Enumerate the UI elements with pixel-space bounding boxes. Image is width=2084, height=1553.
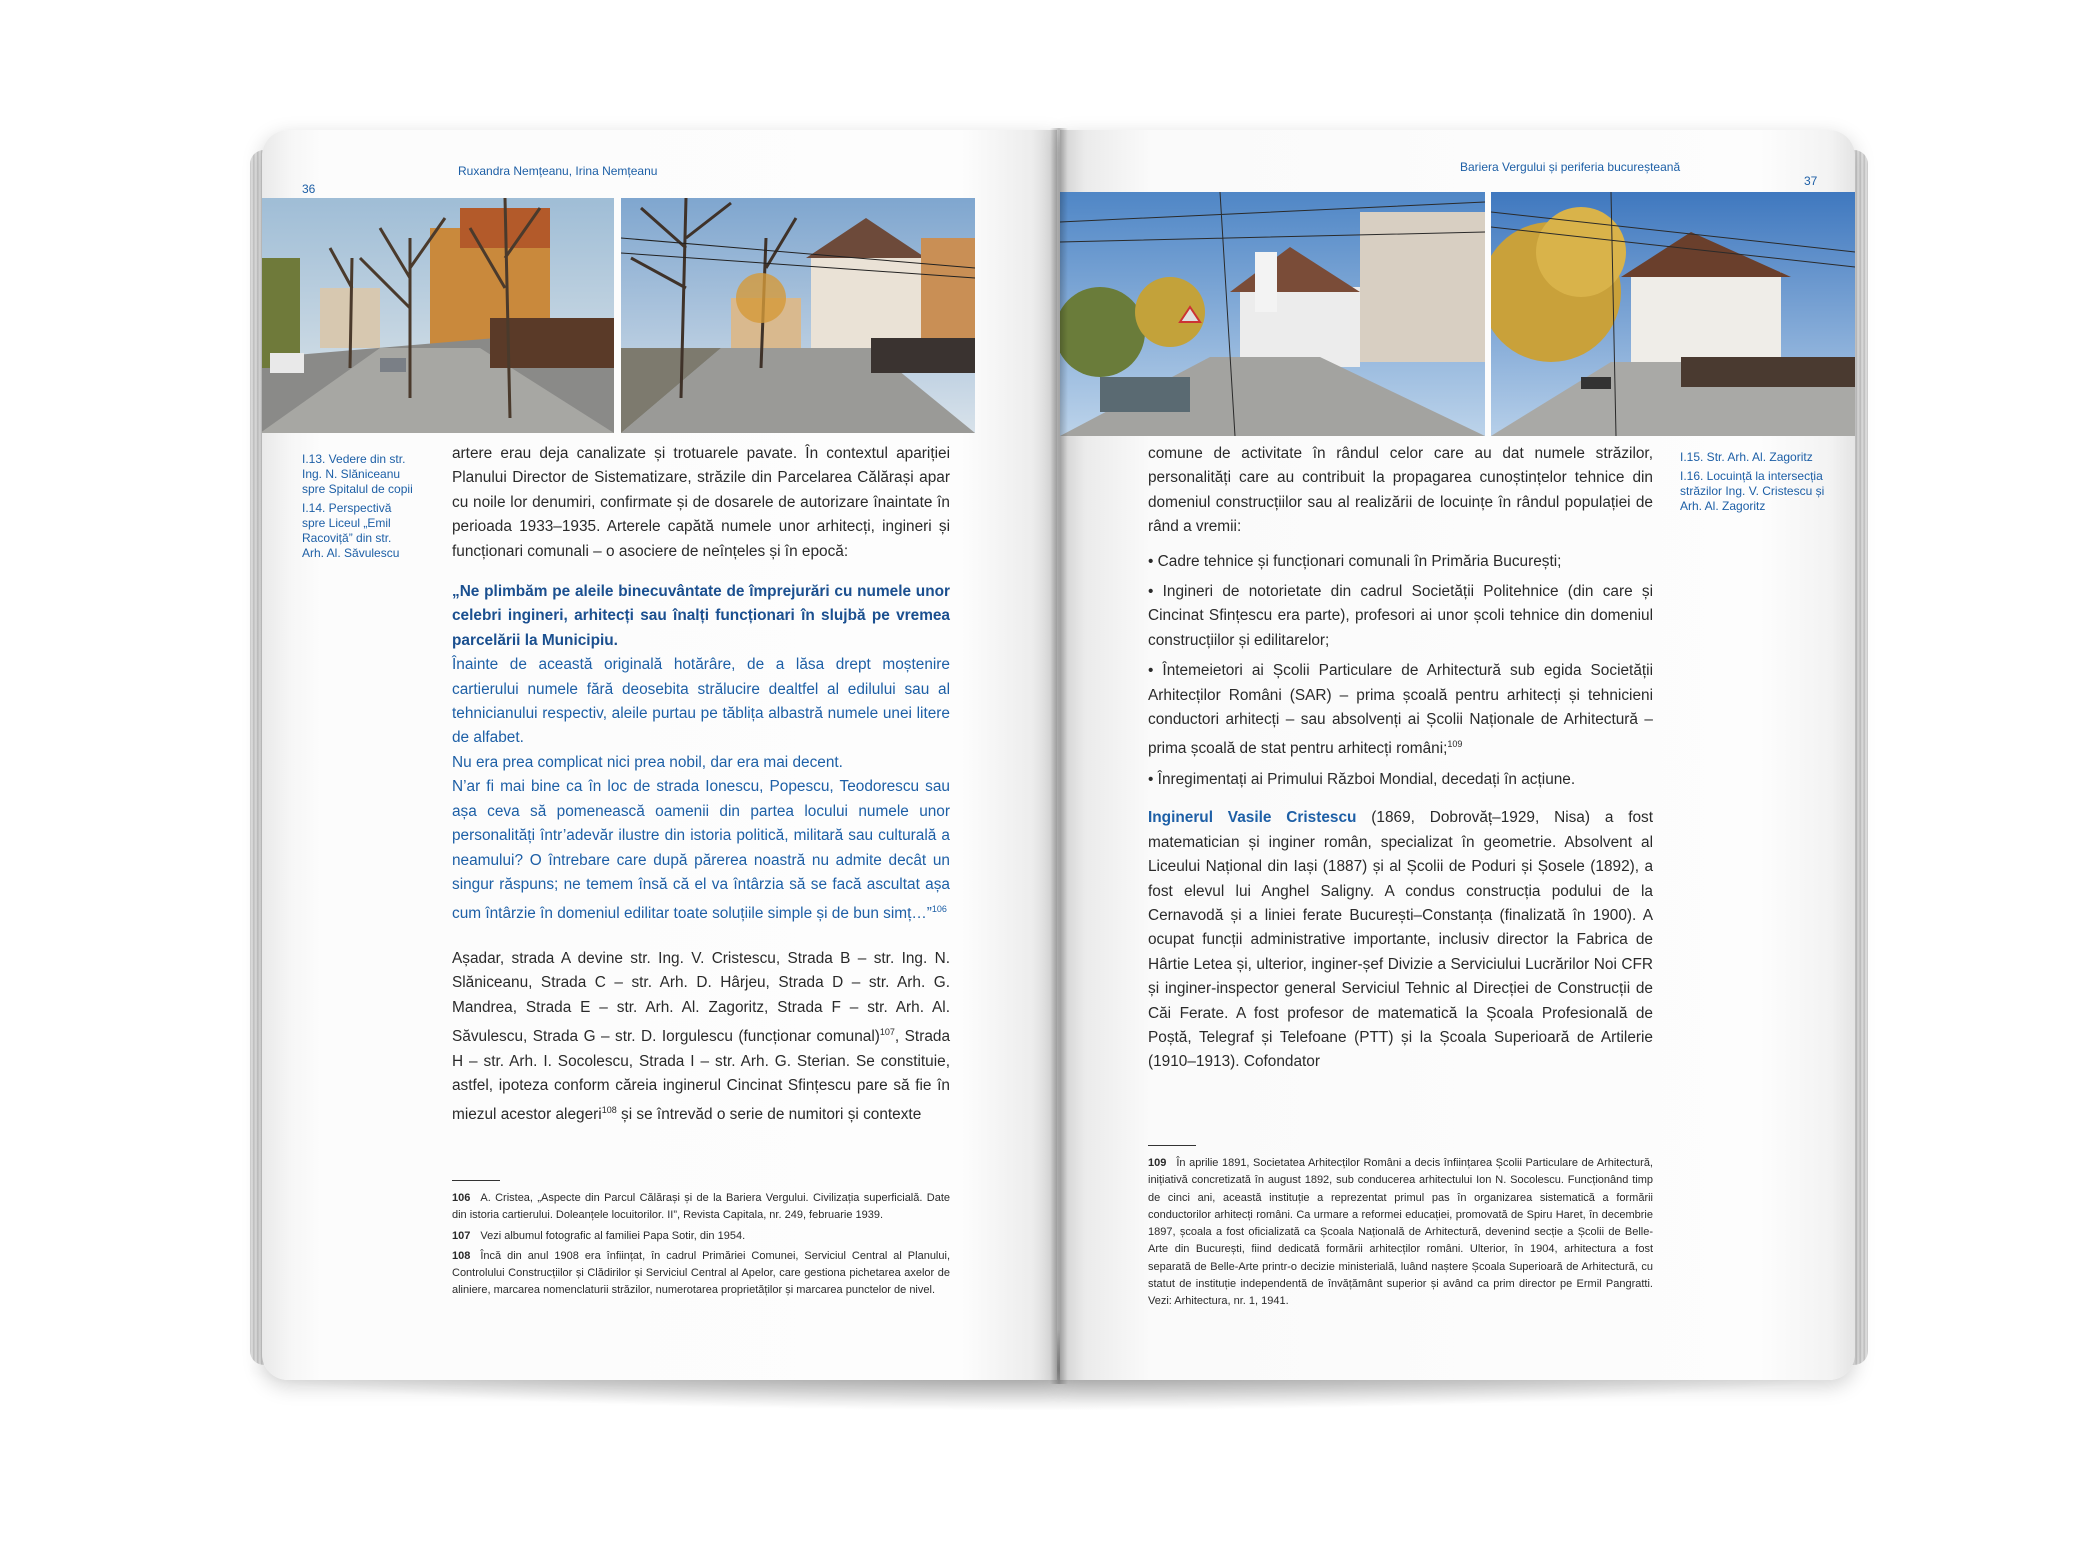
caption-i13: I.13. Vedere din str. Ing. N. Slăniceanu spre Spitalul de copii	[302, 452, 413, 496]
bullet-3: • Întemeietori ai Școlii Particulare de Arhitectură sub egida Societății Arhitecților Români (SAR) – prima școală pentru arhitecți și tehnicieni conductori arhitecți – sau absolvenți ai Școlii Naționale de Arhitectură – prima școală de stat pentru arhitecți români;$^{109}$	[1148, 662, 1653, 758]
lead-name: Inginerul Vasile Cristescu	[1148, 809, 1357, 827]
caption-i14: I.14. Perspectivă spre Liceul „Emil Racoviță” din str. Arh. Al. Săvulescu	[302, 501, 400, 560]
footnote-rule	[1148, 1145, 1196, 1146]
left-intro-paragraph: artere erau deja canalizate și trotuarele pavate. În contextul apariției Planului Director de Sistematizare, străzile din Parcelarea Călărași apar cu noile lor denumiri, confirmate și de dosarele de autorizare înaintate în perioada 1933–1935. Arterele capătă numele unor arhitecți, ingineri și funcționari comunali – o asociere de neînțeles și în epocă:	[452, 445, 950, 560]
caption-i16: I.16. Locuință la intersecția străzilor Ing. V. Cristescu și Arh. Al. Zagoritz	[1680, 469, 1825, 513]
running-head: Bariera Vergului și periferia bucureșteană	[1460, 160, 1681, 174]
photo-street-savulescu	[621, 198, 975, 433]
left-page	[262, 130, 1057, 1380]
caption-i15: I.15. Str. Arh. Al. Zagoritz	[1680, 450, 1813, 464]
footnote-rule	[452, 1180, 500, 1181]
ref-108: 108	[601, 1105, 617, 1116]
photo-house-cristescu-zagoritz	[1491, 192, 1855, 436]
footnote-109: 109 În aprilie 1891, Societatea Arhitecților Români a decis înființarea Școlii Particulare de Arhitectură, inițiativă concretizată în august 1892, sub conducerea arhitectului Ion N. Socolescu. Funcționând timp de cinci ani, această instituție a reprezentat primul pas în organizarea sistematică a formării conductorilor arhitecți români. Ca urmare a reformei educației, promovată de Spiru Haret, în decembrie 1897, școala a fost oficializată ca Școala Națională de Arhitectură, devenind secție a Școlii de Belle-Arte din București, fiind dedicată formării arhitecților români. Ulterior, în 1904, arhitectura a fost separată de Belle-Arte printr-o decizie ministerială, luând naștere Școala Superioară de Arhitectură, cu statut de instituție independentă de învățământ superior și având ca prim director pe Ermil Pangratti. Vezi: Arhitectura, nr. 1, 1941.	[1148, 1157, 1653, 1308]
left-paragraph-2: Așadar, strada A devine str. Ing. V. Cristescu, Strada B – str. Ing. N. Slăniceanu, Strada C – str. Arh. D. Hârjeu, Strada D – str. Arh. G. Mandrea, Strada E – str. Arh. Al. Zagoritz, Strada F – str. Arh. Al. Săvulescu, Strada G – str. D. Iorgulescu (funcționar comunal)$^{107}$, Strada H – str. Arh. I. Socolescu, Strada I – str. Arh. G. Sterian. Se constituie, astfel, ipoteza conform căreia inginerul Cincinat Sfințescu pare să fie în miezul acestor alegeri$^{108}$ și se întrevăd o serie de numitori și contexte	[452, 949, 950, 1124]
right-page	[1060, 130, 1855, 1380]
page-number: 36	[302, 182, 316, 196]
bullet-1: • Cadre tehnice și funcționari comunali în Primăria București;	[1148, 552, 1562, 570]
photo-street-zagoritz	[1060, 192, 1485, 436]
captions-left	[302, 452, 414, 565]
quote-line-1: „Ne plimbăm pe aleile binecuvântate de împrejurări cu numele unor celebri ingineri, arhitecți sau înalți funcționari în slujbă pe vremea parcelării la Municipiu.	[452, 583, 950, 649]
footnote-107: 107 Vezi albumul fotografic al familiei Papa Sotir, din 1954.	[452, 1229, 746, 1242]
quote-ref: 106	[931, 904, 947, 915]
page-number: 37	[1804, 174, 1818, 188]
captions-right	[1680, 450, 1830, 518]
bullet-list	[1148, 550, 1653, 793]
quote-line-4: N’ar fi mai bine ca în loc de strada Ionescu, Popescu, Teodorescu sau așa ceva să pomenească oamenii din partea locului numele unor personalități într’adevăr ilustre din istoria politică, militară sau culturală a neamului? O întrebare care după părerea noastră nu admite decât un singur răspuns; ne temem însă că el va întârzia să se facă ascultat așa cum întârzie în domeniul edilitar toate soluțiile simple și de bun simț…”	[452, 778, 950, 923]
ref-109: 109	[1447, 739, 1463, 750]
quote-line-3: Nu era prea complicat nici prea nobil, dar era mai decent.	[452, 753, 843, 771]
photo-street-slaniceanu	[262, 198, 614, 433]
ref-107: 107	[879, 1027, 895, 1038]
running-head: Ruxandra Nemțeanu, Irina Nemțeanu	[458, 164, 658, 178]
quote-line-2: Înainte de această originală hotărâre, de a lăsa drept moștenire cartierului numele fără deosebita strălucire dealtfel al edilului sau al tehnicianului respectiv, aleile purtau pe tăblița albastră numele unei litere de alfabet.	[452, 656, 950, 747]
quote-block	[452, 580, 950, 927]
right-body-text	[1148, 442, 1653, 1075]
left-body-text	[452, 442, 950, 1128]
right-intro-paragraph: comune de activitate în rândul celor care au dat numele străzilor, personalități care au contribuit la propagarea cunoștințelor tehnice din domeniul construcțiilor sau al realizării de locuințe în rândul populației de rând a vremii:	[1148, 445, 1653, 536]
left-footnotes	[452, 1190, 950, 1303]
right-footnotes	[1148, 1155, 1653, 1314]
cristescu-biography: Inginerul Vasile Cristescu (1869, Dobrovăț–1929, Nisa) a fost matematician și inginer român, specializat în geometrie. Absolvent al Liceului Național din Iași (1887) și al Școlii de Poduri și Șosele (1892), a fost elevul lui Anghel Saligny. A condus construcția podului de la Cernavodă și a liniei ferate București–Constanța (finalizată în 1900). A ocupat funcții administrative importante, inclusiv director la Fabrica de Hârtie Letea și, ulterior, inginer-șef Divizie a Serviciului Lucrărilor Noi CFR și inginer-inspector general Serviciul Tehnic al Direcției de Construcții de Căi Ferate. A fost profesor de matematică la Școala Profesională de Poștă, Telegraf și Telefoane (PTT) și la Școala Superioară de Artilerie (1910–1913). Cofondator	[1148, 809, 1654, 1071]
footnote-106: 106 A. Cristea, „Aspecte din Parcul Călărași și de la Bariera Vergului. Civilizația superficială. Date din istoria cartierului. Doleanțele locuitorilor. II”, Revista Capitala, nr. 249, februarie 1939.	[452, 1192, 950, 1222]
footnote-108: 108 Încă din anul 1908 era înființat, în cadrul Primăriei Comunei, Serviciul Central al Planului, Controlului Construcțiilor și Clădirilor și Serviciul Central al Apelor, care gestiona pichetarea axelor de aliniere, marcarea nomenclaturii străzilor, numerotarea proprietăților și marcarea punctelor de nivel.	[452, 1249, 950, 1297]
bullet-4: • Înregimentați ai Primului Război Mondial, decedați în acțiune.	[1148, 771, 1576, 788]
bullet-2: • Ingineri de notorietate din cadrul Societății Politehnice (din care și Cincinat Sfințescu era parte), profesori ai unor școli tehnice din domeniul construcțiilor și edilitarelor;	[1148, 583, 1653, 649]
book-spine	[1050, 128, 1068, 1384]
